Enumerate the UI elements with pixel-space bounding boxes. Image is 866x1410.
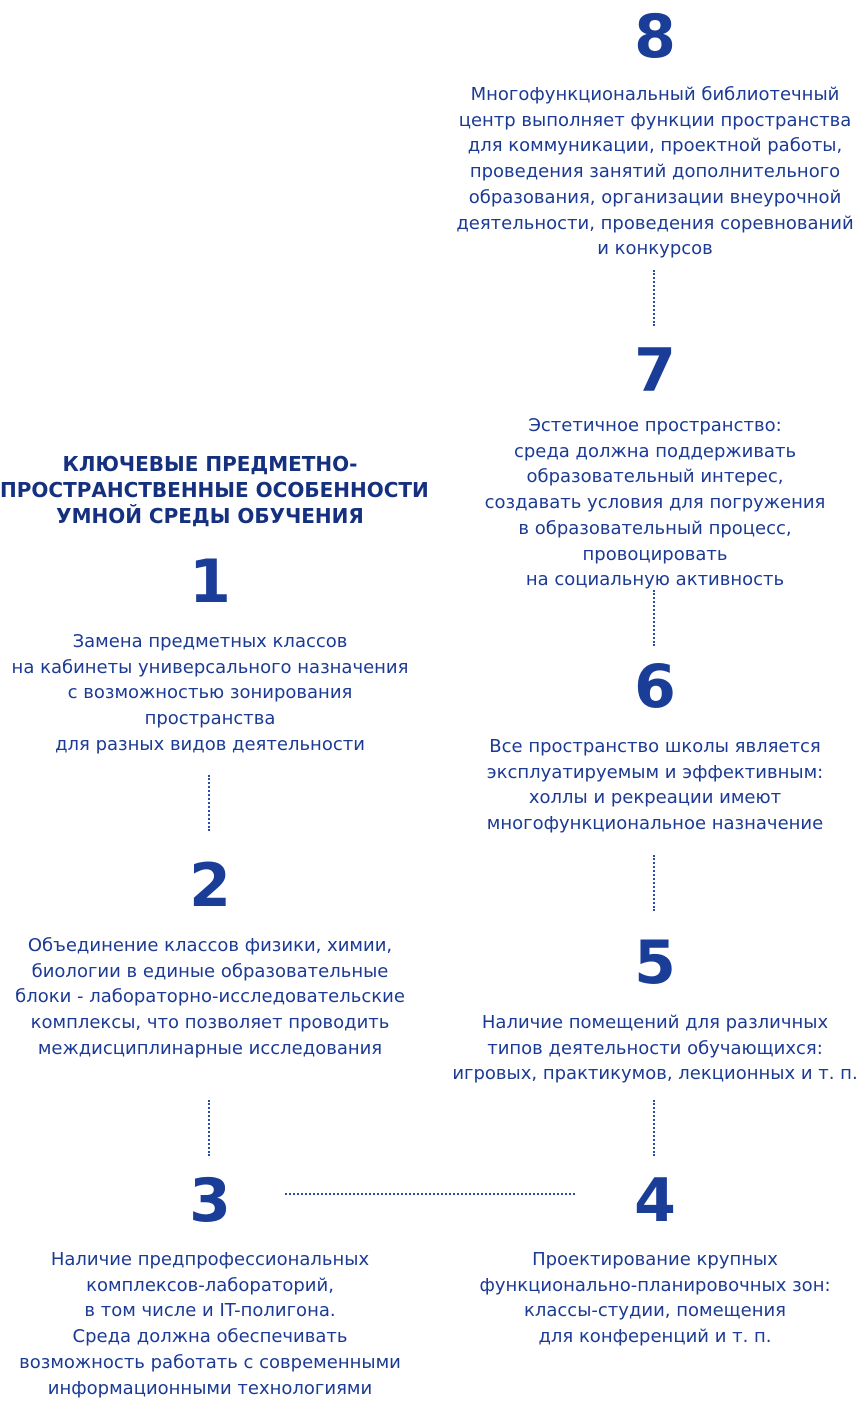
desc-line: игровых, практикумов, лекционных и т. п. [452, 1063, 858, 1085]
desc-line: деятельности, проведения соревнований [456, 212, 854, 234]
feature-number-2: 2 [189, 851, 231, 921]
desc-line: блоки - лабораторно-исследовательские [15, 986, 405, 1008]
feature-number-3: 3 [189, 1166, 231, 1236]
title-line: УМНОЙ СРЕДЫ ОБУЧЕНИЯ [56, 504, 364, 528]
desc-line: Проектирование крупных [532, 1249, 778, 1270]
title-line: КЛЮЧЕВЫЕ ПРЕДМЕТНО- [62, 452, 358, 476]
feature-description-6 [445, 734, 865, 837]
desc-line: Замена предметных классов [72, 631, 348, 652]
feature-description-2 [0, 933, 420, 1062]
desc-line: информационными технологиями [47, 1377, 373, 1399]
feature-number-6: 6 [634, 652, 676, 722]
desc-line: Среда должна обеспечивать [72, 1326, 348, 1348]
connector-3-4 [285, 1193, 575, 1195]
desc-line: для конференций и т. п. [538, 1326, 772, 1348]
connector-6-5 [653, 855, 655, 911]
desc-line: создавать условия для погружения [484, 492, 826, 514]
feature-number-1: 1 [189, 547, 231, 617]
desc-line: Все пространство школы является [489, 736, 821, 757]
title-line: ПРОСТРАНСТВЕННЫЕ ОСОБЕННОСТИ [0, 478, 429, 502]
desc-line: биологии в единые образовательные [31, 960, 389, 982]
desc-line: междисциплинарные исследования [37, 1037, 383, 1059]
connector-8-7 [653, 270, 655, 326]
desc-line: эксплуатируемым и эффективным: [486, 761, 824, 783]
desc-line: холлы и рекреации имеют [528, 787, 782, 809]
desc-line: образовательный интерес, [526, 466, 784, 488]
feature-description-7 [445, 413, 865, 593]
feature-description-4 [445, 1247, 865, 1350]
desc-line: Наличие помещений для различных [481, 1012, 829, 1033]
connector-5-4 [653, 1100, 655, 1156]
desc-line: и конкурсов [597, 238, 713, 260]
feature-number-4: 4 [634, 1166, 676, 1236]
desc-line: проведения занятий дополнительного [469, 161, 841, 183]
desc-line: на кабинеты универсального назначения [11, 656, 409, 678]
desc-line: типов деятельности обучающихся: [487, 1037, 823, 1059]
desc-line: центр выполняет функции пространства [458, 109, 852, 131]
desc-line: в образовательный процесс, [518, 517, 792, 539]
desc-line: Объединение классов физики, химии, [27, 935, 393, 956]
desc-line: многофункциональное назначение [486, 813, 824, 835]
desc-line: для коммуникации, проектной работы, [467, 135, 843, 157]
feature-description-5 [445, 1010, 865, 1087]
desc-line: для разных видов деятельности [55, 733, 365, 755]
connector-7-6 [653, 590, 655, 646]
desc-line: Эстетичное пространство: [528, 415, 782, 436]
desc-line: образования, организации внеурочной [468, 186, 842, 208]
desc-line: среда должна поддерживать [513, 440, 797, 462]
desc-line: комплексов-лабораторий, [86, 1274, 334, 1296]
desc-line: Наличие предпрофессиональных [50, 1249, 370, 1270]
feature-number-8: 8 [634, 2, 676, 72]
desc-line: возможность работать с современными [19, 1351, 401, 1373]
feature-description-3 [0, 1247, 420, 1401]
desc-line: классы-студии, помещения [524, 1300, 786, 1322]
desc-line: на социальную активность [525, 569, 785, 591]
connector-2-3 [208, 1100, 210, 1156]
desc-line: в том числе и IT-полигона. [84, 1300, 336, 1322]
desc-line: комплексы, что позволяет проводить [30, 1012, 390, 1034]
connector-1-2 [208, 775, 210, 831]
desc-line: с возможностью зонирования [67, 682, 353, 704]
feature-description-8 [445, 82, 865, 262]
diagram-title [0, 451, 429, 529]
desc-line: функционально-планировочных зон: [479, 1274, 831, 1296]
desc-line: Многофункциональный библиотечный [470, 84, 840, 105]
desc-line: пространства [144, 708, 276, 730]
feature-description-1 [0, 629, 420, 758]
feature-number-7: 7 [634, 336, 676, 406]
feature-number-5: 5 [634, 928, 676, 998]
desc-line: провоцировать [582, 543, 728, 565]
